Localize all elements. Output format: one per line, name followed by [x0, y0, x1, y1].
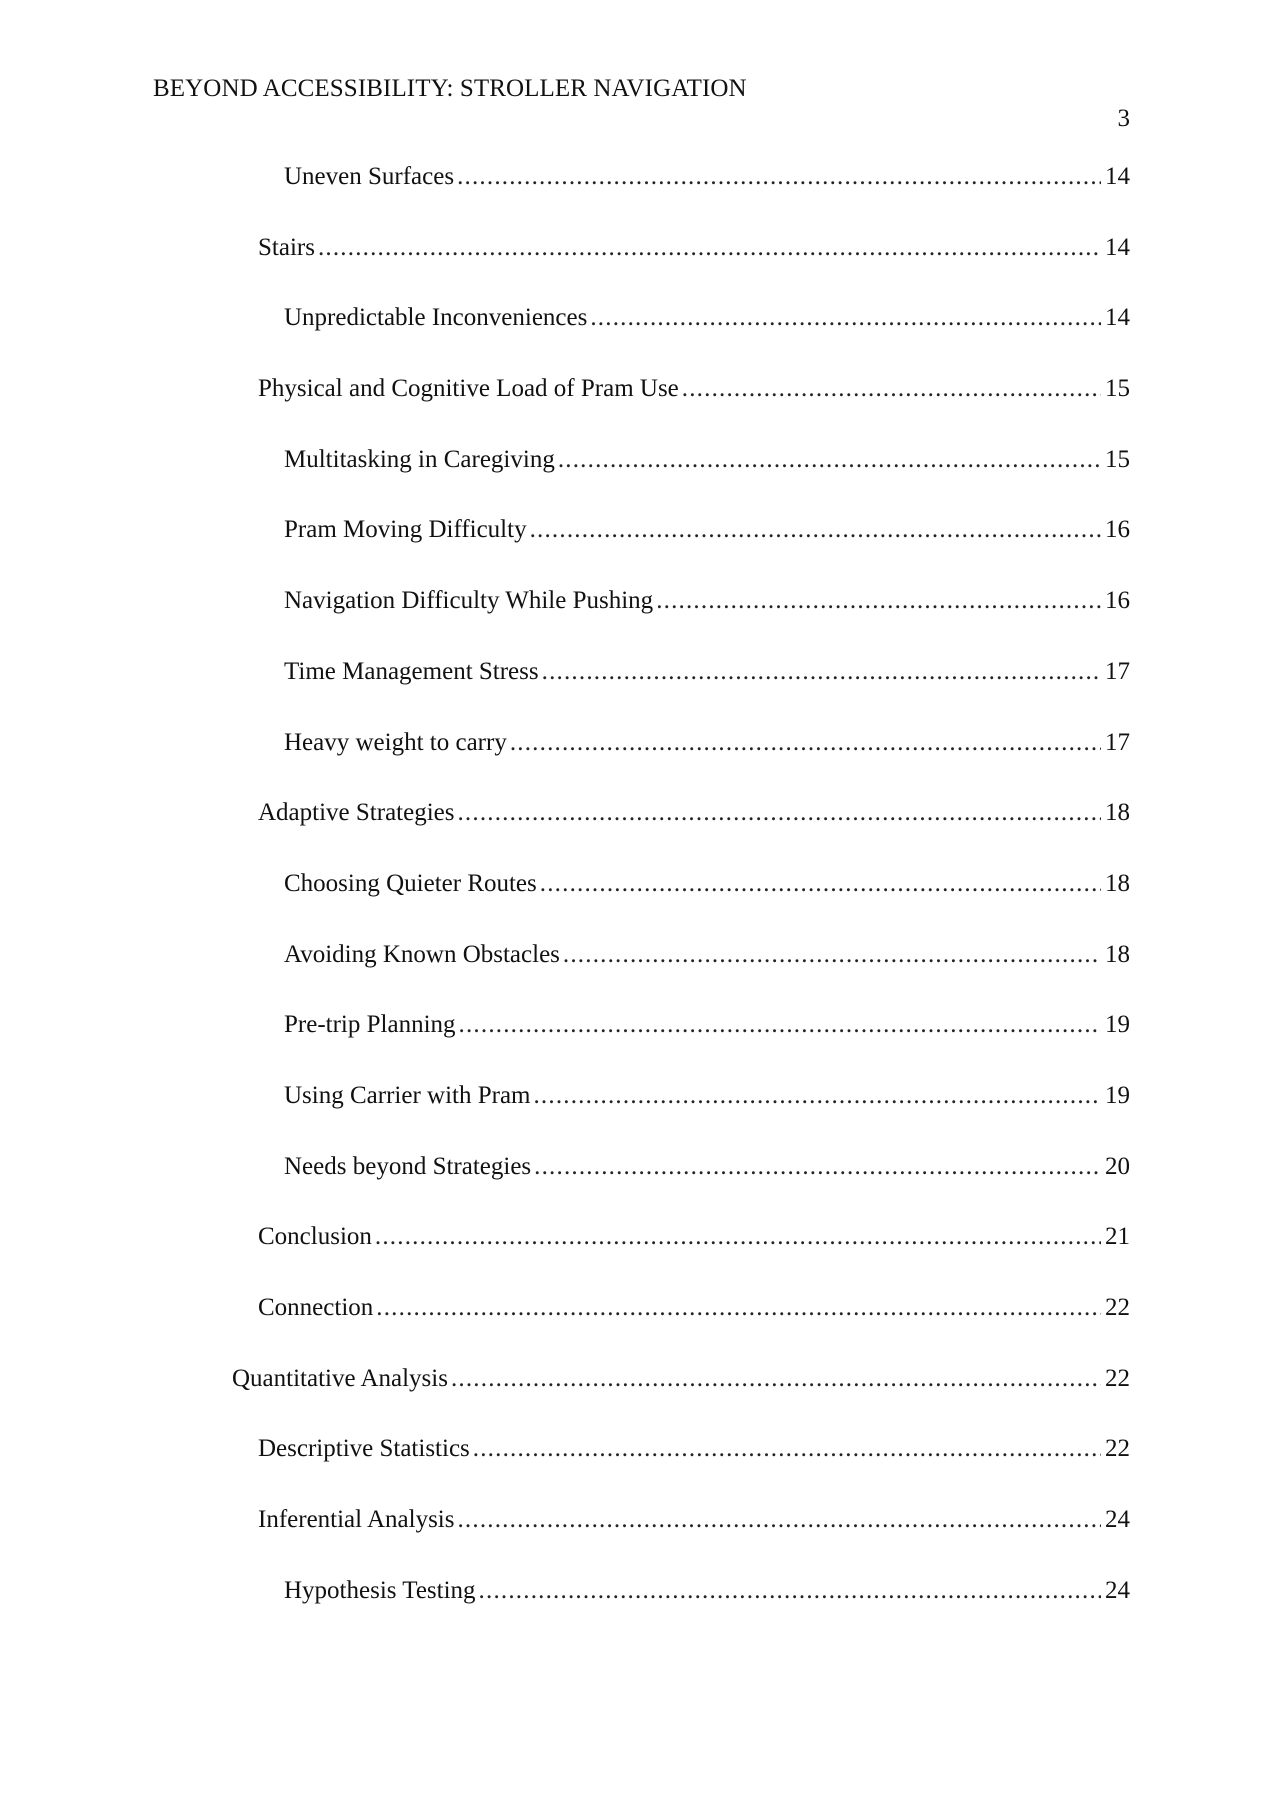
toc-entry-page: 15	[1105, 375, 1130, 403]
dot-leader	[682, 374, 1101, 404]
dot-leader	[533, 1081, 1101, 1111]
toc-entry-page: 18	[1105, 940, 1130, 968]
toc-entry-title: Uneven Surfaces	[284, 163, 455, 190]
toc-entry[interactable]	[0, 1434, 1278, 1505]
toc-entry[interactable]	[0, 1152, 1278, 1223]
toc-entry-page: 22	[1105, 1435, 1130, 1463]
dot-leader	[376, 1293, 1101, 1323]
toc-entry[interactable]	[0, 1576, 1278, 1647]
toc-entry[interactable]	[0, 869, 1278, 940]
toc-entry-page: 20	[1105, 1152, 1130, 1180]
toc-entry-title: Inferential Analysis	[258, 1506, 455, 1534]
running-head: BEYOND ACCESSIBILITY: STROLLER NAVIGATION	[153, 75, 747, 102]
toc-entry[interactable]	[0, 374, 1278, 445]
toc-entry-page: 16	[1105, 587, 1130, 615]
dot-leader	[459, 1010, 1101, 1040]
toc-entry-title: Choosing Quieter Routes	[284, 869, 537, 897]
toc-entry[interactable]	[0, 1222, 1278, 1293]
dot-leader	[534, 1152, 1101, 1182]
toc-entry-title: Adaptive Strategies	[258, 799, 455, 827]
toc-entry[interactable]	[0, 798, 1278, 869]
toc-entry[interactable]	[0, 1081, 1278, 1152]
toc-entry[interactable]	[0, 1293, 1278, 1364]
toc-entry-page: 17	[1105, 728, 1130, 756]
dot-leader	[479, 1576, 1101, 1606]
toc-entry[interactable]	[0, 1505, 1278, 1576]
dot-leader	[656, 586, 1101, 616]
dot-leader	[563, 940, 1101, 970]
toc-entry-page: 14	[1105, 233, 1130, 261]
toc-entry[interactable]	[0, 233, 1278, 304]
toc-entry[interactable]	[0, 1364, 1278, 1435]
toc-entry-page: 15	[1105, 445, 1130, 473]
dot-leader	[318, 233, 1101, 263]
toc-entry-title: Physical and Cognitive Load of Pram Use	[258, 375, 679, 403]
dot-leader	[457, 1505, 1101, 1535]
dot-leader	[590, 303, 1101, 333]
toc-entry-title: Time Management Stress	[284, 657, 539, 685]
toc-entry-page: 22	[1105, 1364, 1130, 1392]
dot-leader	[375, 1222, 1101, 1252]
toc-entry[interactable]	[0, 303, 1278, 374]
toc-entry-page: 17	[1105, 657, 1130, 685]
toc-entry[interactable]	[0, 586, 1278, 657]
toc-entry-title: Quantitative Analysis	[232, 1364, 448, 1392]
toc-entry-title: Pram Moving Difficulty	[284, 516, 527, 544]
toc-entry-title: Descriptive Statistics	[258, 1435, 470, 1463]
toc-entry-page: 19	[1105, 1011, 1130, 1039]
toc-entry-title: Needs beyond Strategies	[284, 1152, 532, 1180]
toc-entry[interactable]	[0, 657, 1278, 728]
toc-entry-title: Pre-trip Planning	[284, 1011, 456, 1039]
toc-entry-title: Unpredictable Inconveniences	[284, 304, 588, 332]
toc-entry[interactable]	[0, 940, 1278, 1011]
dot-leader	[542, 657, 1101, 687]
dot-leader	[530, 515, 1101, 545]
dot-leader	[540, 869, 1101, 899]
page-number: 3	[1117, 105, 1130, 132]
toc-entry-page: 16	[1105, 516, 1130, 544]
dot-leader	[451, 1364, 1101, 1394]
toc-entry[interactable]	[0, 1010, 1278, 1081]
toc-entry-title: Multitasking in Caregiving	[284, 445, 555, 473]
toc-entry-page: 24	[1105, 1506, 1130, 1534]
toc-entry-page: 21	[1105, 1223, 1130, 1251]
dot-leader	[457, 798, 1101, 828]
toc-entry-page: 18	[1105, 799, 1130, 827]
toc-entry-title: Stairs	[258, 233, 315, 261]
toc-entry-title: Connection	[258, 1294, 374, 1321]
toc-entry[interactable]	[0, 162, 1278, 233]
toc-entry-title: Hypothesis Testing	[284, 1576, 476, 1604]
toc-entry-title: Conclusion	[258, 1223, 372, 1251]
dot-leader	[558, 445, 1101, 475]
toc-entry[interactable]	[0, 728, 1278, 799]
toc-entry-page: 14	[1105, 304, 1130, 332]
toc-entry-page: 14	[1105, 163, 1130, 190]
toc-entry-title: Heavy weight to carry	[284, 728, 507, 756]
dot-leader	[473, 1434, 1101, 1464]
toc-entry-page: 18	[1105, 869, 1130, 897]
dot-leader	[510, 728, 1101, 758]
table-of-contents	[0, 162, 1278, 1646]
toc-entry-page: 19	[1105, 1081, 1130, 1109]
toc-entry-title: Avoiding Known Obstacles	[284, 940, 560, 968]
toc-entry-page: 24	[1105, 1576, 1130, 1604]
toc-entry-title: Using Carrier with Pram	[284, 1081, 531, 1109]
toc-entry[interactable]	[0, 515, 1278, 586]
dot-leader	[457, 162, 1101, 192]
toc-entry[interactable]	[0, 445, 1278, 516]
toc-entry-title: Navigation Difficulty While Pushing	[284, 587, 654, 615]
toc-entry-page: 22	[1105, 1294, 1130, 1321]
